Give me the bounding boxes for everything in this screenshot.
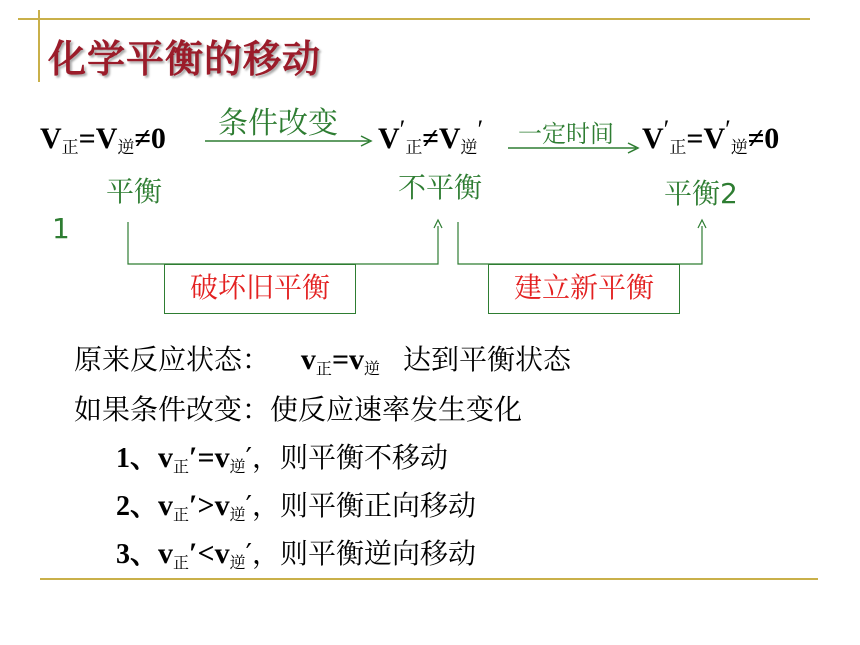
line-original-state: 原来反应状态： $v_正=v_逆$ 达到平衡状态 [74,343,571,378]
state3-label: 平衡2 [664,177,738,210]
case-3: 3、$v_正'<v_逆'$，则平衡逆向移动 [116,537,476,572]
arrow2-icon [508,141,644,155]
state1-index: 1 [52,212,70,245]
case-2: 2、$v_正'>v_逆'$，则平衡正向移动 [116,489,476,524]
arrow2-label: 一定时间 [518,120,614,148]
line-condition-change: 如果条件改变：使反应速率发生变化 [74,393,523,426]
top-rule [18,18,810,20]
break-connector [124,218,448,270]
bottom-rule [40,578,818,580]
left-rule [38,10,40,82]
case-1: 1、$v_正'=v_逆'$，则平衡不移动 [116,441,448,476]
state2-label: 不平衡 [398,171,483,204]
state2-equation: $V'_正\ne V_逆'$ [378,115,484,158]
build-new-equilibrium-box: 建立新平衡 [488,264,680,314]
state1-equation: $V_正=V_逆\ne 0$ [40,122,166,158]
break-old-equilibrium-box: 破坏旧平衡 [164,264,356,314]
arrow1-icon [205,134,377,148]
page-title: 化学平衡的移动 [48,37,322,81]
state1-label: 平衡 [106,175,163,208]
state3-equation: $V'_正=V'_逆\ne 0$ [642,115,780,158]
arrow1-label: 条件改变 [218,106,338,141]
build-connector [454,218,710,270]
